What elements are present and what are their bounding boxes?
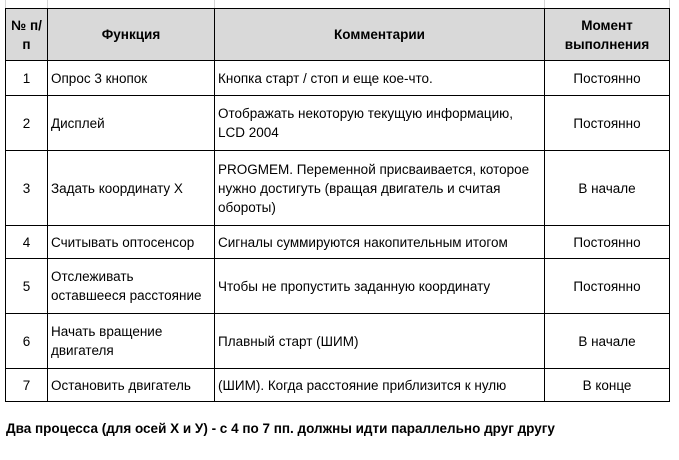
cell-num[interactable]: 4 <box>6 226 48 259</box>
cell-comment[interactable]: Сигналы суммируются накопительным итогом <box>215 226 545 259</box>
cell-moment[interactable]: В начале <box>545 314 670 369</box>
cell-comment[interactable]: Чтобы не пропустить заданную координату <box>215 259 545 314</box>
cell-comment[interactable]: Плавный старт (ШИМ) <box>215 314 545 369</box>
footer-note[interactable]: Два процесса (для осей Х и У) - с 4 по 7 пп. должны идти параллельно друг другу <box>6 421 555 436</box>
cell-comment[interactable]: PROGMEM. Переменной присваивается, которое нужно достигуть (вращая двигатель и считая обороты) <box>215 151 545 226</box>
table-row <box>6 314 670 369</box>
cell-function[interactable]: Начать вращение двигателя <box>48 314 215 369</box>
header-num[interactable]: № п/п <box>6 9 48 61</box>
cell-function[interactable]: Считывать оптосенсор <box>48 226 215 259</box>
cell-moment[interactable]: В начале <box>545 151 670 226</box>
table-row <box>6 151 670 226</box>
table-row <box>6 259 670 314</box>
cell-moment[interactable]: Постоянно <box>545 259 670 314</box>
table-row <box>6 226 670 259</box>
cell-comment[interactable]: Кнопка старт / стоп и еще кое-что. <box>215 61 545 96</box>
function-table <box>5 8 670 402</box>
cell-num[interactable]: 5 <box>6 259 48 314</box>
header-moment[interactable]: Момент выполнения <box>545 9 670 61</box>
cell-comment[interactable]: (ШИМ). Когда расстояние приблизится к нулю <box>215 369 545 402</box>
sheet-gridlines <box>0 0 679 8</box>
cell-num[interactable]: 2 <box>6 96 48 151</box>
cell-num[interactable]: 3 <box>6 151 48 226</box>
cell-comment[interactable]: Отображать некоторую текущую информацию, LCD 2004 <box>215 96 545 151</box>
cell-function[interactable]: Опрос 3 кнопок <box>48 61 215 96</box>
cell-num[interactable]: 1 <box>6 61 48 96</box>
table-row <box>6 369 670 402</box>
cell-function[interactable]: Отслеживать оставшееся расстояние <box>48 259 215 314</box>
cell-moment[interactable]: Постоянно <box>545 226 670 259</box>
cell-num[interactable]: 6 <box>6 314 48 369</box>
table-row <box>6 96 670 151</box>
cell-moment[interactable]: В конце <box>545 369 670 402</box>
cell-num[interactable]: 7 <box>6 369 48 402</box>
table-header-row <box>6 9 670 61</box>
cell-function[interactable]: Задать координату Х <box>48 151 215 226</box>
cell-function[interactable]: Дисплей <box>48 96 215 151</box>
header-comments[interactable]: Комментарии <box>215 9 545 61</box>
cell-function[interactable]: Остановить двигатель <box>48 369 215 402</box>
cell-moment[interactable]: Постоянно <box>545 61 670 96</box>
table-row <box>6 61 670 96</box>
header-function[interactable]: Функция <box>48 9 215 61</box>
cell-moment[interactable]: Постоянно <box>545 96 670 151</box>
